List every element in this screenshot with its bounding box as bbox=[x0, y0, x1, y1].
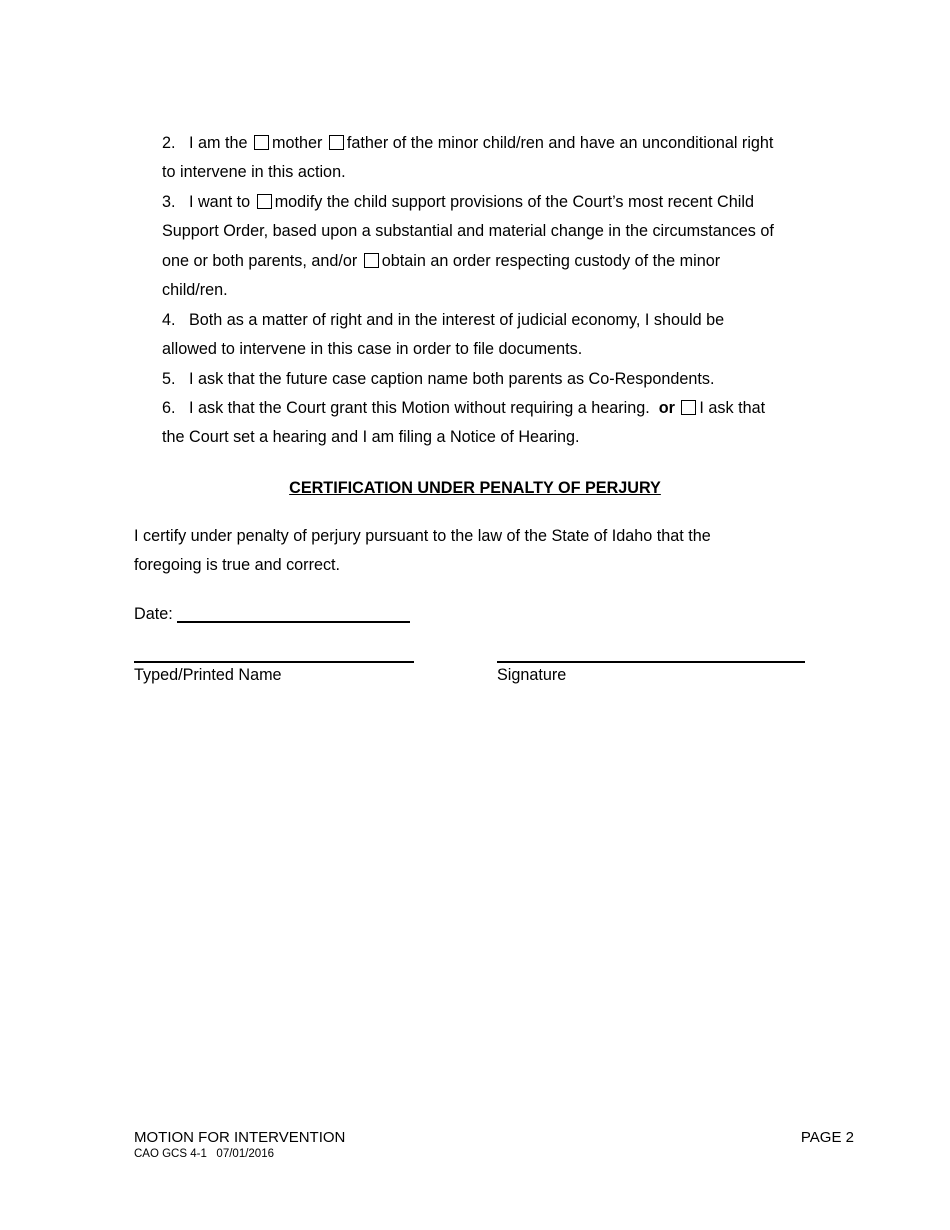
or-label: or bbox=[658, 399, 675, 417]
request-hearing-checkbox[interactable] bbox=[681, 400, 696, 415]
item-number: 3. bbox=[162, 193, 176, 211]
item-text: allowed to intervene in this case in order to file documents. bbox=[162, 340, 583, 359]
item-text: I ask that the Court grant this Motion without requiring a hearing. bbox=[189, 399, 650, 417]
item-number: 6. bbox=[162, 399, 176, 417]
item-number: 5. bbox=[162, 370, 176, 388]
item-text: child/ren. bbox=[162, 281, 228, 300]
signature-block bbox=[497, 661, 805, 686]
checkbox-label: I ask that bbox=[699, 399, 766, 417]
date-row bbox=[134, 603, 410, 625]
certification-line: I certify under penalty of perjury pursuant to the law of the State of Idaho that the bbox=[134, 527, 711, 545]
footer-form-title: MOTION FOR INTERVENTION bbox=[134, 1129, 346, 1146]
modify-support-checkbox[interactable] bbox=[257, 194, 272, 209]
item-4 bbox=[162, 306, 822, 365]
mother-checkbox[interactable] bbox=[254, 135, 269, 150]
checkbox-label: father of the minor child/ren and have an unconditional right bbox=[346, 134, 774, 152]
date-label: Date: bbox=[134, 605, 173, 623]
checkbox-label: modify the child support provisions of the Court’s most recent Child bbox=[274, 193, 754, 211]
printed-name-field[interactable] bbox=[134, 661, 414, 663]
item-2 bbox=[162, 129, 822, 188]
item-text: the Court set a hearing and I am filing a Notice of Hearing. bbox=[162, 428, 580, 447]
footer-form-code: CAO GCS 4-1 07/01/2016 bbox=[134, 1148, 274, 1160]
item-number: 2. bbox=[162, 134, 176, 152]
signature-field[interactable] bbox=[497, 661, 805, 663]
certification-heading: CERTIFICATION UNDER PENALTY OF PERJURY bbox=[289, 479, 661, 497]
page-number: PAGE 2 bbox=[800, 1129, 854, 1146]
signature-label: Signature bbox=[497, 666, 567, 684]
custody-order-checkbox[interactable] bbox=[364, 253, 379, 268]
certification-text bbox=[134, 522, 814, 581]
item-text: one or both parents, and/or bbox=[162, 251, 358, 270]
checkbox-label: obtain an order respecting custody of the minor bbox=[381, 251, 721, 270]
date-field[interactable] bbox=[177, 603, 410, 623]
printed-name-block bbox=[134, 661, 414, 686]
father-checkbox[interactable] bbox=[329, 135, 344, 150]
footer-left bbox=[134, 1129, 345, 1161]
printed-name-label: Typed/Printed Name bbox=[134, 666, 282, 684]
item-text: to intervene in this action. bbox=[162, 163, 346, 182]
item-5 bbox=[162, 365, 822, 394]
certification-line: foregoing is true and correct. bbox=[134, 556, 341, 575]
item-text: I want to bbox=[189, 193, 251, 211]
item-text: I am the bbox=[189, 134, 248, 152]
item-text: Support Order, based upon a substantial and material change in the circumstances of bbox=[162, 222, 774, 241]
item-text: Both as a matter of right and in the interest of judicial economy, I should be bbox=[189, 311, 725, 329]
item-6 bbox=[162, 394, 822, 453]
checkbox-label: mother bbox=[271, 134, 323, 152]
item-3 bbox=[162, 188, 822, 306]
item-number: 4. bbox=[162, 311, 176, 329]
item-text: I ask that the future case caption name both parents as Co-Respondents. bbox=[189, 370, 715, 388]
